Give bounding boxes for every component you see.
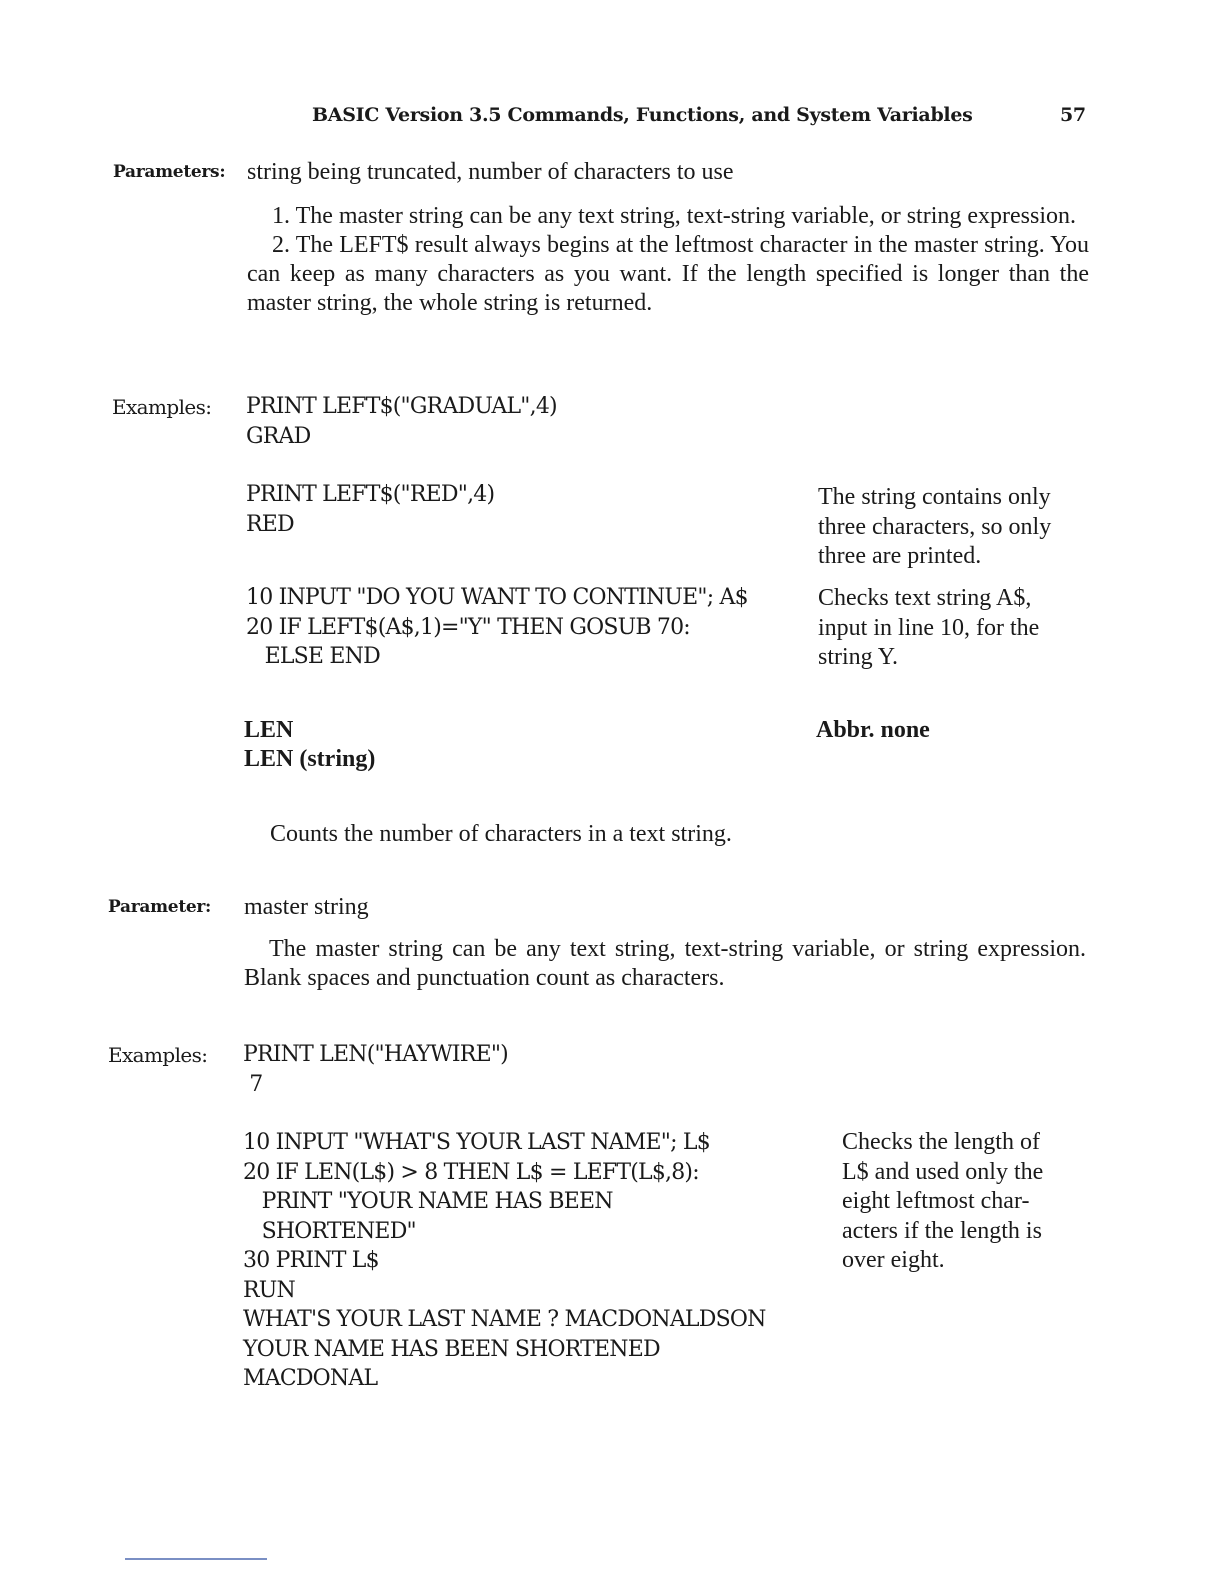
code-line: PRINT LEFT$("RED",4) (246, 482, 495, 507)
parameter-notes (247, 202, 1089, 318)
code-line: RUN (243, 1277, 295, 1303)
code-line: 7 (243, 1071, 263, 1097)
code-line: RED (246, 511, 294, 537)
code-line: ELSE END (246, 644, 380, 669)
len-examples-label: Examples: (108, 1043, 208, 1067)
command-description: Counts the number of characters in a text string. (270, 821, 732, 847)
page-number: 57 (1060, 104, 1086, 126)
command-abbreviation: Abbr. none (816, 717, 930, 743)
command-name: LEN (244, 717, 294, 743)
code-line: 10 INPUT "DO YOU WANT TO CONTINUE"; A$ (246, 585, 748, 610)
note-line: Checks text string A$, (818, 585, 1032, 611)
code-line: PRINT "YOUR NAME HAS BEEN (243, 1189, 613, 1214)
parameters-text: string being truncated, number of characters to use (247, 159, 734, 185)
parameter-description-text: The master string can be any text string, text-string variable, or string expression. Blank spaces and punctuation count as characters. (244, 936, 1086, 991)
parameter-label: Parameter: (108, 897, 212, 917)
parameters-label: Parameters: (113, 162, 226, 182)
code-line: PRINT LEFT$("GRADUAL",4) (246, 394, 557, 419)
example-1-code (246, 392, 557, 451)
code-line: MACDONAL (243, 1366, 378, 1391)
code-line: YOUR NAME HAS BEEN SHORTENED (243, 1336, 660, 1362)
code-line: SHORTENED" (243, 1218, 416, 1244)
footer-rule (125, 1558, 267, 1560)
note-line: three characters, so only (818, 513, 1052, 540)
len-example-2-note (842, 1128, 1043, 1276)
code-line: PRINT LEN("HAYWIRE") (243, 1042, 508, 1067)
parameter-text: master string (244, 894, 369, 920)
len-example-2-code (243, 1128, 766, 1394)
note-line: three are printed. (818, 543, 982, 569)
code-line: 30 PRINT L$ (243, 1248, 379, 1273)
code-line: 20 IF LEN(L$) > 8 THEN L$ = LEFT(L$,8): (243, 1159, 699, 1185)
code-line: GRAD (246, 423, 311, 449)
note-line: input in line 10, for the (818, 614, 1040, 641)
running-header-title: BASIC Version 3.5 Commands, Functions, and System Variables (312, 104, 973, 126)
note-line: The string contains only (818, 484, 1051, 510)
note-line: L$ and used only the (842, 1158, 1044, 1185)
note-line: over eight. (842, 1247, 945, 1273)
code-line: WHAT'S YOUR LAST NAME ? MACDONALDSON (243, 1307, 766, 1332)
len-example-1-code (243, 1040, 508, 1099)
parameter-note-2: 2. The LEFT$ result always begins at the leftmost character in the master string. You can keep as many characters as you want. If the length specified is longer than the master string, the whole string is returned. (247, 232, 1089, 316)
example-3-code (246, 583, 748, 672)
note-line: Checks the length of (842, 1129, 1040, 1155)
note-line: acters if the length is (842, 1217, 1042, 1244)
note-line: string Y. (818, 644, 899, 670)
example-3-note (818, 584, 1039, 673)
code-line: 20 IF LEFT$(A$,1)="Y" THEN GOSUB 70: (246, 614, 690, 640)
note-line: eight leftmost char- (842, 1188, 1030, 1214)
example-2-code (246, 480, 494, 539)
examples-label: Examples: (112, 395, 212, 419)
example-2-note (818, 483, 1051, 572)
command-syntax: LEN (string) (244, 746, 376, 772)
parameter-note-1: 1. The master string can be any text string, text-string variable, or string expression. (272, 203, 1077, 229)
code-line: 10 INPUT "WHAT'S YOUR LAST NAME"; L$ (243, 1130, 710, 1155)
parameter-description (244, 935, 1086, 993)
